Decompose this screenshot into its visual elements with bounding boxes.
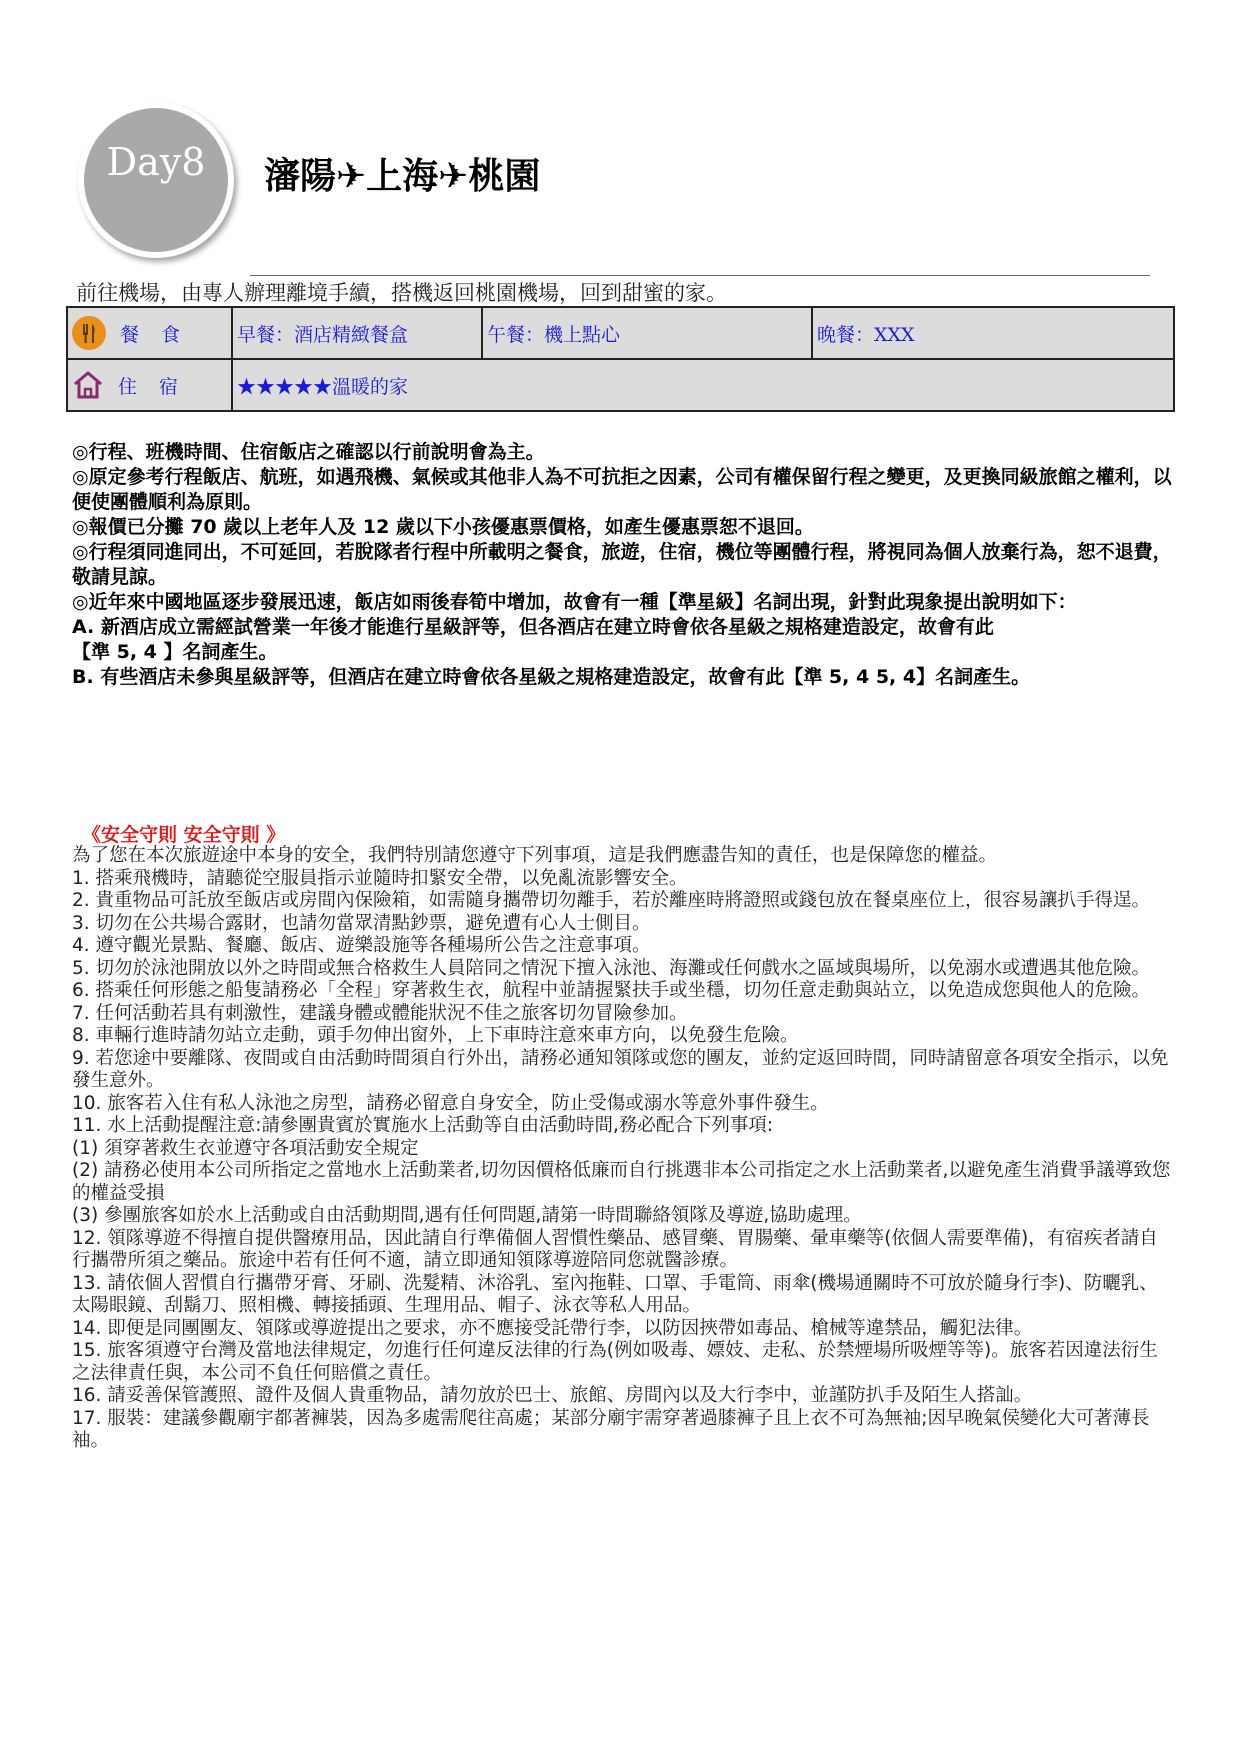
- safety-item: 8. 車輛行進時請勿站立走動，頭手勿伸出窗外，上下車時注意來車方向，以免發生危險。: [72, 1025, 799, 1046]
- safety-item: 1. 搭乘飛機時，請聽從空服員指示並隨時扣緊安全帶，以免亂流影響安全。: [72, 867, 688, 889]
- safety-item: 14. 即便是同團團友、領隊或導遊提出之要求，亦不應接受託帶行李，以防因挾帶如毒品、槍械等違禁品，觸犯法律。: [72, 1317, 1033, 1339]
- meal-row: [67, 307, 1174, 359]
- day-badge: [78, 102, 238, 262]
- travel-notes: [72, 440, 1172, 690]
- safety-item: 16. 請妥善保管護照、證件及個人貴重物品，請勿放於巴士、旅館、房間內以及大行李中，並謹防扒手及陌生人搭訕。: [72, 1385, 1033, 1406]
- safety-item: 10. 旅客若入住有私人泳池之房型，請務必留意自身安全，防止受傷或溺水等意外事件發生。: [72, 1092, 829, 1114]
- dinner-cell: 晚餐：XXX: [812, 307, 1174, 359]
- safety-item: 5. 切勿於泳池開放以外之時間或無合格救生人員陪同之情況下擅入泳池、海灘或任何戲水之區域與場所，以免溺水或遭遇其他危險。: [72, 957, 1151, 979]
- note-item: B. 有些酒店未參與星級評等，但酒店在建立時會依各星級之規格建造設定，故會有此【準 5, 4 5, 4】名詞產生。: [72, 666, 1031, 688]
- note-item: ◎近年來中國地區逐步發展迅速，飯店如雨後春筍中增加，故會有一種【準星級】名詞出現，針對此現象提出說明如下：: [72, 591, 1077, 613]
- safety-item: 2. 貴重物品可託放至飯店或房間內保險箱，如需隨身攜帶切勿離手，若於離座時將證照或錢包放在餐桌座位上，很容易讓扒手得逞。: [72, 890, 1151, 911]
- breakfast-cell: 早餐：酒店精緻餐盒: [232, 307, 482, 359]
- note-item: 【準 5, 4 】名詞產生。: [72, 641, 278, 663]
- safety-rules: [72, 845, 1176, 1453]
- safety-item: 6. 搭乘任何形態之船隻請務必「全程」穿著救生衣，航程中並請握緊扶手或坐穩，切勿任意走動與站立，以免造成您與他人的危險。: [72, 980, 1151, 1001]
- safety-item: (1) 須穿著救生衣並遵守各項活動安全規定: [72, 1137, 419, 1159]
- meal-label: 餐 食: [120, 323, 189, 346]
- safety-item: 3. 切勿在公共場合露財，也請勿當眾清點鈔票，避免遭有心人士側目。: [72, 912, 651, 934]
- lodging-cell: ★★★★★溫暖的家: [232, 359, 1174, 411]
- note-item: ◎行程、班機時間、住宿飯店之確認以行前說明會為主。: [72, 441, 545, 463]
- safety-item: 為了您在本次旅遊途中本身的安全，我們特別請您遵守下列事項，這是我們應盡告知的責任，也是保障您的權益。: [72, 845, 998, 866]
- meal-lodging-table: [66, 306, 1175, 412]
- day-intro: 前往機場，由專人辦理離境手續，搭機返回桃園機場，回到甜蜜的家。: [76, 281, 727, 305]
- route-title: 瀋陽✈上海✈桃園: [264, 156, 541, 197]
- lodging-row: [67, 359, 1174, 411]
- safety-title: 《安全守則 安全守則 》: [82, 824, 286, 846]
- title-divider: [250, 275, 1150, 276]
- safety-item: 12. 領隊導遊不得擅自提供醫療用品，因此請自行準備個人習慣性藥品、感冒藥、胃腸藥、暈車藥等(依個人需要準備)，有宿疾者請自行攜帶所須之藥品。旅途中若有任何不適，請立即通知領隊導遊陪同您就醫診療。: [72, 1227, 1158, 1271]
- note-item: ◎原定參考行程飯店、航班，如遇飛機、氣候或其他非人為不可抗拒之因素，公司有權保留行程之變更，及更換同級旅館之權利，以便使團體順利為原則。: [72, 466, 1172, 513]
- home-icon: [72, 370, 104, 400]
- note-item: ◎報價已分攤 70 歲以上老年人及 12 歲以下小孩優惠票價格，如產生優惠票恕不退回。: [72, 516, 814, 538]
- note-item: A. 新酒店成立需經試營業一年後才能進行星級評等，但各酒店在建立時會依各星級之規格建造設定，故會有此: [72, 616, 994, 638]
- safety-item: (3) 參團旅客如於水上活動或自由活動期間,遇有任何問題,請第一時間聯絡領隊及導遊,協助處理。: [72, 1205, 862, 1226]
- safety-item: 4. 遵守觀光景點、餐廳、飯店、遊樂設施等各種場所公告之注意事項。: [72, 935, 651, 956]
- safety-item: 9. 若您途中要離隊、夜間或自由活動時間須自行外出，請務必通知領隊或您的團友，並約定返回時間，同時請留意各項安全指示，以免發生意外。: [72, 1047, 1169, 1091]
- day-label: Day8: [106, 140, 206, 184]
- safety-item: 15. 旅客須遵守台灣及當地法律規定，勿進行任何違反法律的行為(例如吸毒、嫖妓、走私、於禁煙場所吸煙等等)。旅客若因違法衍生之法律責任與，本公司不負任何賠償之責任。: [72, 1340, 1158, 1384]
- lodging-label-cell: [67, 359, 232, 411]
- safety-item: (2) 請務必使用本公司所指定之當地水上活動業者,切勿因價格低廉而自行挑選非本公司指定之水上活動業者,以避免產生消費爭議導致您的權益受損: [72, 1160, 1171, 1204]
- safety-item: 17. 服裝：建議參觀廟宇都著褲裝，因為多處需爬往高處；某部分廟宇需穿著過膝褲子且上衣不可為無袖;因早晚氣侯變化大可著薄長袖。: [72, 1407, 1150, 1451]
- safety-item: 11. 水上活動提醒注意:請參團貴賓於實施水上活動等自由活動時間,務必配合下列事項:: [72, 1115, 774, 1136]
- safety-item: 7. 任何活動若具有刺激性，建議身體或體能狀況不佳之旅客切勿冒險參加。: [72, 1002, 688, 1024]
- meal-icon: [72, 316, 106, 350]
- lodging-label: 住 宿: [118, 375, 187, 398]
- lunch-cell: 午餐：機上點心: [482, 307, 812, 359]
- note-item: ◎行程須同進同出，不可延回，若脫隊者行程中所載明之餐食，旅遊，住宿，機位等團體行程，將視同為個人放棄行為，恕不退費，敬請見諒。: [72, 541, 1172, 588]
- safety-item: 13. 請依個人習慣自行攜帶牙膏、牙刷、洗髮精、沐浴乳、室內拖鞋、口罩、手電筒、雨傘(機場通關時不可放於隨身行李)、防曬乳、太陽眼鏡、刮鬍刀、照相機、轉接插頭、生理用品、帽子、泳衣等私人用品。: [72, 1272, 1158, 1316]
- meal-label-cell: [67, 307, 232, 359]
